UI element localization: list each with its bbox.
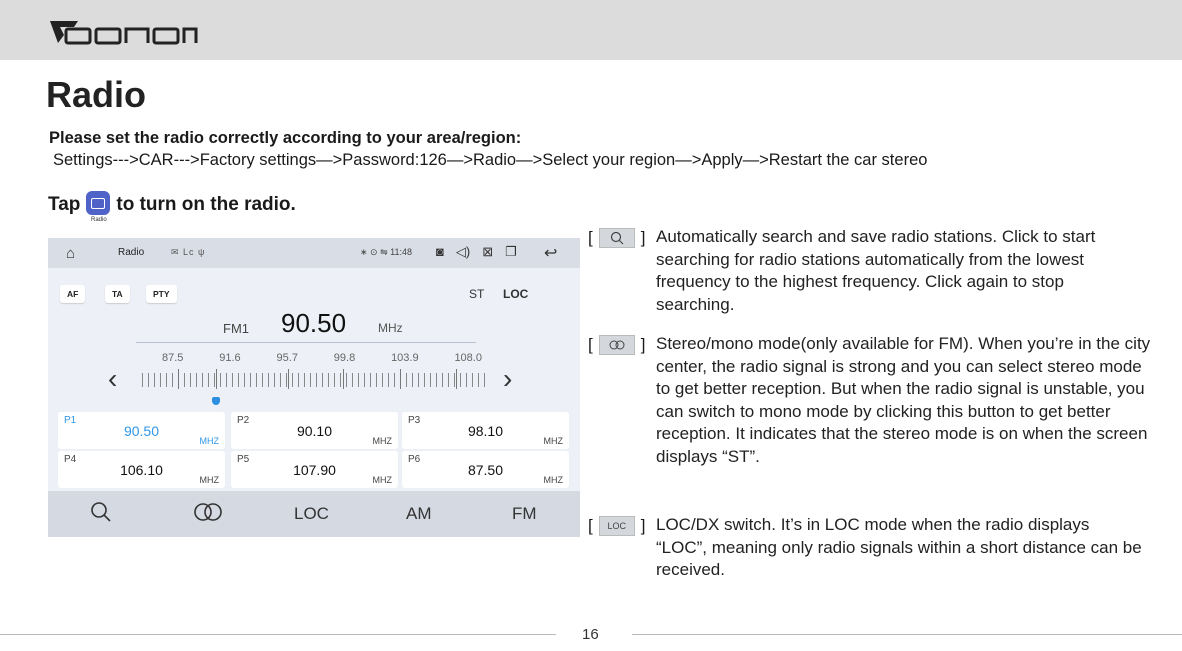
home-icon[interactable]: ⌂ [66,245,76,262]
loc-button[interactable]: LOC [294,504,329,523]
tap-text-after: to turn on the radio. [116,194,296,215]
tick-label: 87.5 [162,352,184,364]
seek-next-icon[interactable]: › [503,363,513,394]
am-button[interactable]: AM [406,504,432,523]
page-title: Radio [46,74,147,115]
preset-p3[interactable]: P3 98.10 MHZ [402,412,569,449]
status-indicators: ✉ Lc ψ [171,247,206,257]
stereo-icon [599,335,635,355]
preset-p6[interactable]: P6 87.50 MHZ [402,451,569,488]
stereo-button-ref: [ ] [588,335,646,354]
search-icon [599,228,635,248]
preset-p1[interactable]: P1 90.50 MHZ [58,412,225,449]
preset-p5[interactable]: P5 107.90 MHZ [231,451,398,488]
loc-description: LOC/DX switch. It’s in LOC mode when the radio displays “LOC”, meaning only radio signals within a short distance can be received. [656,515,1142,579]
loc-button-ref: [ LOC ] [588,516,646,535]
loc-label: LOC [599,516,635,536]
tuner-scale[interactable] [142,373,487,387]
frequency-unit: MHz [378,321,403,335]
close-box-icon[interactable]: ⊠ [482,244,494,259]
radio-app-icon [86,191,110,215]
radio-screen [48,238,580,537]
preset-p4[interactable]: P4 106.10 MHZ [58,451,225,488]
loc-indicator: LOC [503,287,529,301]
tick-label: 103.9 [391,352,419,364]
bottom-bar [48,491,580,537]
tick-label: 99.8 [333,352,356,364]
tuner-ticks [162,352,482,364]
radio-app-label: Radio [91,217,107,223]
band-label: FM1 [223,321,249,336]
footer-line-left [0,634,556,635]
page-header [0,0,1182,60]
tap-text-before: Tap [48,194,81,215]
stereo-indicator: ST [469,287,485,301]
region-note: Please set the radio correctly according to your area/region: [49,129,522,147]
eonon-logo [48,17,198,45]
tuner-marker[interactable] [212,397,220,405]
camera-icon[interactable]: ◙ [436,244,444,259]
tuner-divider [136,342,476,343]
status-bar [48,238,580,268]
tick-label: 95.7 [276,352,298,364]
tick-label: 108.0 [454,352,482,364]
volume-icon[interactable]: ◁) [455,244,471,259]
current-frequency: 90.50 [281,308,347,338]
fm-button[interactable]: FM [512,504,537,523]
settings-path: Settings--->CAR--->Factory settings—>Password:126—>Radio—>Select your region—>Apply—>Restart the car stereo [53,151,928,169]
ta-button[interactable]: TA [105,285,130,303]
search-button-ref: [ ] [588,228,646,247]
search-icon[interactable] [90,501,112,528]
footer-line-right [632,634,1182,635]
status-title: Radio [118,247,145,258]
stereo-description: Stereo/mono mode(only available for FM). When you’re in the city center, the radio signal is strong and you can select stereo mode to get better reception. But when the radio signal is unstable, you can switch to mono mode by clicking this button to get better reception. It indicates that the stereo mode is on when the screen displays “ST”. [656,334,1151,466]
search-description: Automatically search and save radio stations. Click to start searching for radio stations automatically from the lowest frequency to the highest frequency. Click again to stop searching. [656,227,1096,314]
stereo-icon[interactable] [193,502,223,527]
preset-p2[interactable]: P2 90.10 MHZ [231,412,398,449]
af-button[interactable]: AF [60,285,85,303]
window-icon[interactable]: ❐ [505,244,517,259]
page-number: 16 [582,626,599,643]
tap-instruction [48,193,296,223]
pty-button[interactable]: PTY [146,285,177,303]
tick-label: 91.6 [219,352,241,364]
status-time: ∗ ⊙ ⇋ 11:48 [360,247,412,257]
seek-prev-icon[interactable]: ‹ [108,363,118,394]
back-icon[interactable]: ↩ [544,245,558,262]
